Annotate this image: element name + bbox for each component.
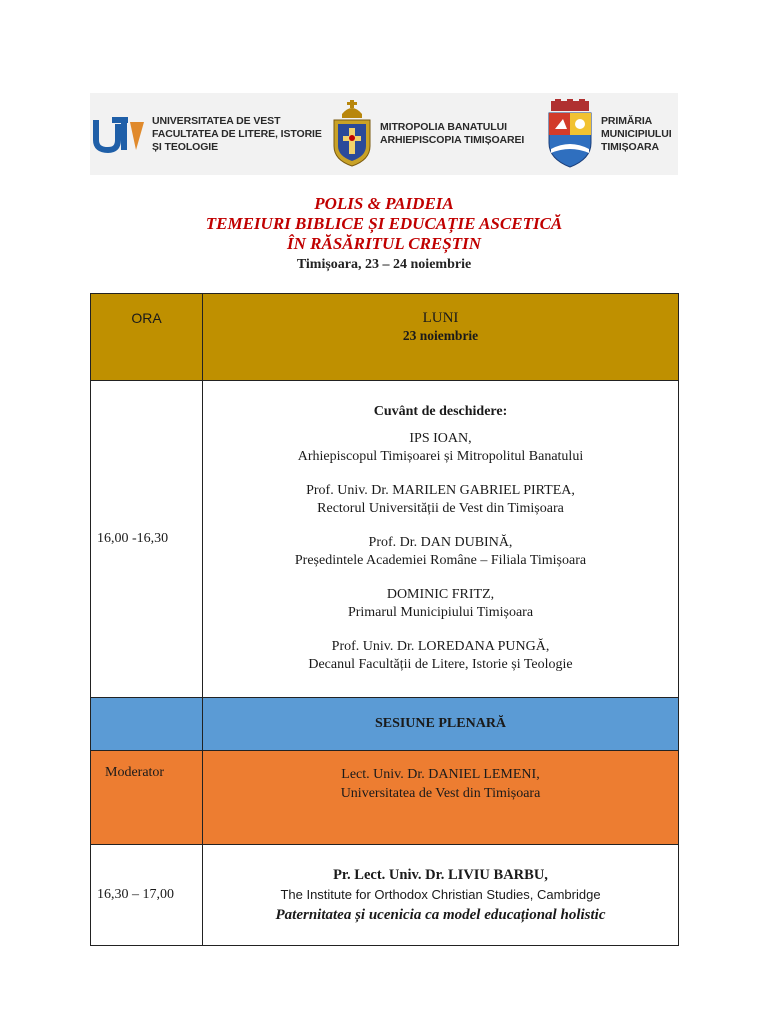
table-header-row (91, 294, 679, 381)
uvt-logo (92, 93, 322, 175)
speaker-role: Rectorul Universității de Vest din Timișoara (317, 501, 564, 516)
mitropolia-logo (330, 93, 524, 175)
day-name: LUNI (422, 310, 459, 326)
speaker-role: Președintele Academiei Române – Filiala Timișoara (294, 553, 587, 568)
speaker-name: DOMINIC FRITZ, (386, 587, 495, 602)
mitropolia-line-1: MITROPOLIA BANATULUI (380, 121, 507, 133)
talk-affiliation: The Institute for Orthodox Christian Studies, Cambridge (280, 887, 601, 902)
ora-header: ORA (91, 294, 203, 381)
moderator-name: Lect. Univ. Dr. DANIEL LEMENI, (341, 767, 540, 782)
schedule-table (90, 293, 679, 946)
speaker-block (203, 430, 678, 466)
moderator-affiliation: Universitatea de Vest din Timișoara (340, 786, 541, 801)
logo-banner (90, 93, 678, 175)
event-title: POLIS & PAIDEIA (314, 194, 454, 213)
plenary-row (91, 698, 679, 751)
speaker-block (203, 638, 678, 674)
moderator-content (203, 751, 679, 845)
speaker-name: Prof. Univ. Dr. MARILEN GABRIEL PIRTEA, (306, 483, 575, 498)
mitropolia-line-2: ARHIEPISCOPIA TIMIȘOAREI (380, 134, 525, 146)
speaker-role: Primarul Municipiului Timișoara (347, 605, 534, 620)
talk-time: 16,30 – 17,00 (91, 845, 203, 946)
talk-title: Paternitatea și ucenicia ca model educațional holistic (275, 907, 606, 923)
primaria-line-3: TIMIȘOARA (601, 140, 660, 153)
mitropolia-crest-icon (330, 100, 374, 168)
moderator-label: Moderator (91, 751, 203, 845)
opening-time: 16,00 -16,30 (91, 381, 203, 698)
speaker-block (203, 586, 678, 622)
table-row (91, 381, 679, 698)
day-date: 23 noiembrie (402, 328, 479, 343)
moderator-row (91, 751, 679, 845)
speaker-block (203, 482, 678, 518)
primaria-line-2: MUNICIPIULUI (601, 127, 672, 140)
uvt-line-3: ȘI TEOLOGIE (152, 140, 218, 153)
timisoara-coat-of-arms-icon (545, 99, 595, 169)
table-row (91, 845, 679, 946)
talk-speaker: Pr. Lect. Univ. Dr. LIVIU BARBU, (333, 867, 548, 883)
event-location-date: Timișoara, 23 – 24 noiembrie (296, 257, 472, 272)
plenary-time-cell (91, 698, 203, 751)
opening-content (203, 381, 679, 698)
speaker-block (203, 534, 678, 570)
opening-heading: Cuvânt de deschidere: (373, 404, 508, 419)
speaker-name: Prof. Dr. DAN DUBINĂ, (368, 535, 513, 550)
primaria-line-1: PRIMĂRIA (601, 114, 653, 127)
speaker-role: Arhiepiscopul Timișoarei și Mitropolitul Banatului (297, 449, 584, 464)
day-header (203, 294, 679, 381)
speaker-name: IPS IOAN, (409, 431, 472, 446)
primaria-logo (545, 93, 672, 175)
uvt-line-1: UNIVERSITATEA DE VEST (152, 114, 281, 127)
speaker-name: Prof. Univ. Dr. LOREDANA PUNGĂ, (331, 639, 550, 654)
event-subtitle-line-1: TEMEIURI BIBLICE ȘI EDUCAȚIE ASCETICĂ (205, 214, 563, 233)
talk-content (203, 845, 679, 946)
event-subtitle-line-2: ÎN RĂSĂRITUL CREȘTIN (287, 234, 481, 253)
title-block (0, 194, 768, 276)
plenary-session-label: SESIUNE PLENARĂ (203, 698, 679, 751)
uvt-logo-icon (92, 110, 148, 158)
uvt-line-2: FACULTATEA DE LITERE, ISTORIE (152, 127, 322, 140)
speaker-role: Decanul Facultății de Litere, Istorie și Teologie (308, 657, 573, 672)
